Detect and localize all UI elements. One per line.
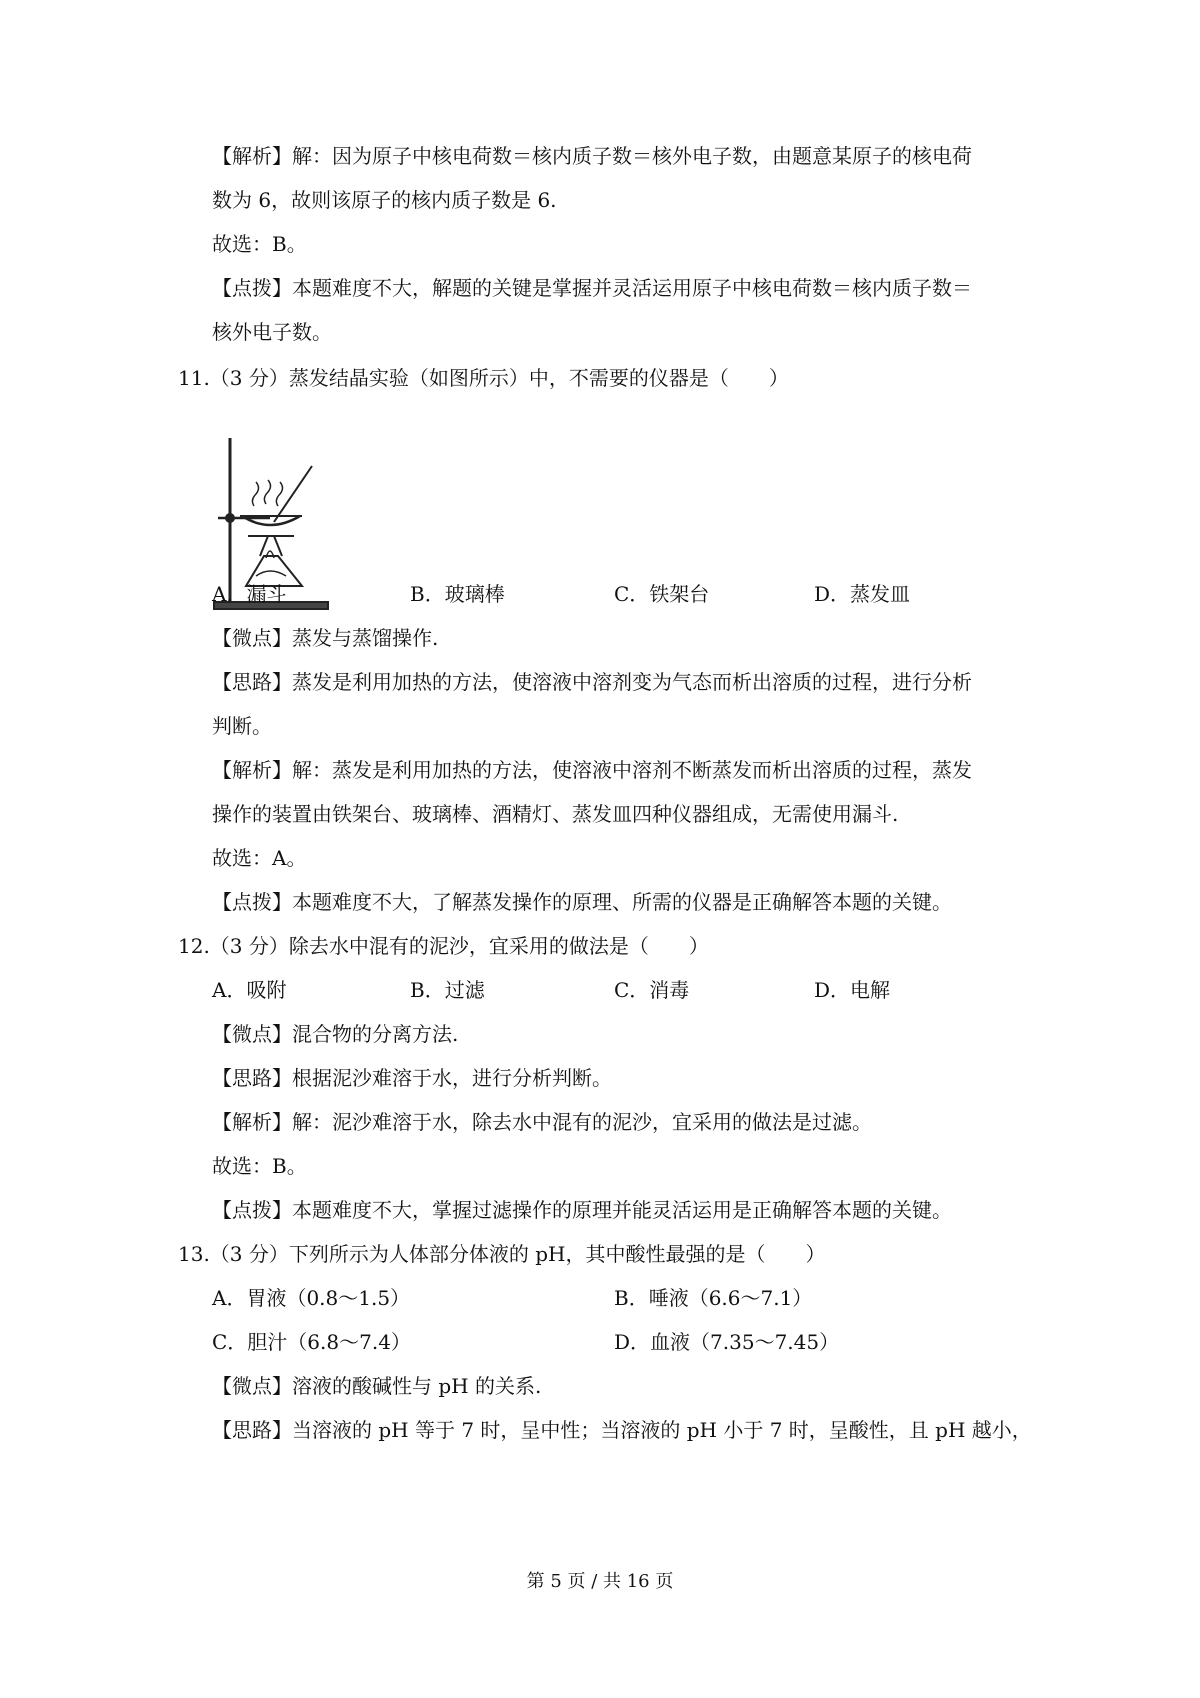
q13-idea-line-1: 【思路】当溶液的 pH 等于 7 时，呈中性；当溶液的 pH 小于 7 时，呈酸性，且 pH 越小， [212, 1418, 1032, 1442]
q12-option-b: B．过滤 [410, 978, 485, 1002]
q13-option-a: A．胃液（0.8～1.5） [212, 1286, 411, 1310]
q13-stem: 13.（3 分）下列所示为人体部分体液的 pH，其中酸性最强的是（ ） [178, 1242, 826, 1266]
q11-tip: 【点拨】本题难度不大，了解蒸发操作的原理、所需的仪器是正确解答本题的关键。 [212, 890, 952, 914]
q12-tip: 【点拨】本题难度不大，掌握过滤操作的原理并能灵活运用是正确解答本题的关键。 [212, 1198, 952, 1222]
q11-option-a: A．漏斗 [212, 582, 287, 606]
page-footer: 第 5 页 / 共 16 页 [526, 1571, 674, 1592]
q10-answer: 故选：B。 [212, 232, 307, 256]
q10-tip-line-1: 【点拨】本题难度不大，解题的关键是掌握并灵活运用原子中核电荷数＝核内质子数＝ [212, 276, 972, 300]
q11-idea-line-2: 判断。 [212, 714, 272, 738]
q12-point: 【微点】混合物的分离方法. [212, 1022, 459, 1046]
q11-analysis-line-2: 操作的装置由铁架台、玻璃棒、酒精灯、蒸发皿四种仪器组成，无需使用漏斗. [212, 802, 899, 826]
q12-option-c: C．消毒 [614, 978, 690, 1002]
q11-analysis-line-1: 【解析】解：蒸发是利用加热的方法，使溶液中溶剂不断蒸发而析出溶质的过程，蒸发 [212, 758, 972, 782]
q12-analysis: 【解析】解：泥沙难溶于水，除去水中混有的泥沙，宜采用的做法是过滤。 [212, 1110, 872, 1134]
q13-option-c: C．胆汁（6.8～7.4） [212, 1330, 411, 1354]
q11-option-d: D．蒸发皿 [814, 582, 911, 606]
q10-analysis-line-2: 数为 6，故则该原子的核内质子数是 6. [212, 188, 557, 212]
q11-stem: 11.（3 分）蒸发结晶实验（如图所示）中，不需要的仪器是（ ） [178, 366, 789, 390]
q11-idea-line-1: 【思路】蒸发是利用加热的方法，使溶液中溶剂变为气态而析出溶质的过程，进行分析 [212, 670, 972, 694]
q12-option-a: A．吸附 [212, 978, 287, 1002]
q11-option-c: C．铁架台 [614, 582, 710, 606]
q13-point: 【微点】溶液的酸碱性与 pH 的关系. [212, 1374, 542, 1398]
q12-answer: 故选：B。 [212, 1154, 307, 1178]
q12-idea: 【思路】根据泥沙难溶于水，进行分析判断。 [212, 1066, 612, 1090]
q10-analysis-line-1: 【解析】解：因为原子中核电荷数＝核内质子数＝核外电子数，由题意某原子的核电荷 [212, 144, 972, 168]
q11-point: 【微点】蒸发与蒸馏操作. [212, 626, 439, 650]
q11-answer: 故选：A。 [212, 846, 307, 870]
q13-option-b: B．唾液（6.6～7.1） [614, 1286, 813, 1310]
q13-option-d: D．血液（7.35～7.45） [614, 1330, 840, 1354]
q12-stem: 12.（3 分）除去水中混有的泥沙，宜采用的做法是（ ） [178, 934, 709, 958]
q10-tip-line-2: 核外电子数。 [212, 320, 332, 344]
q11-option-b: B．玻璃棒 [410, 582, 505, 606]
q12-option-d: D．电解 [814, 978, 891, 1002]
